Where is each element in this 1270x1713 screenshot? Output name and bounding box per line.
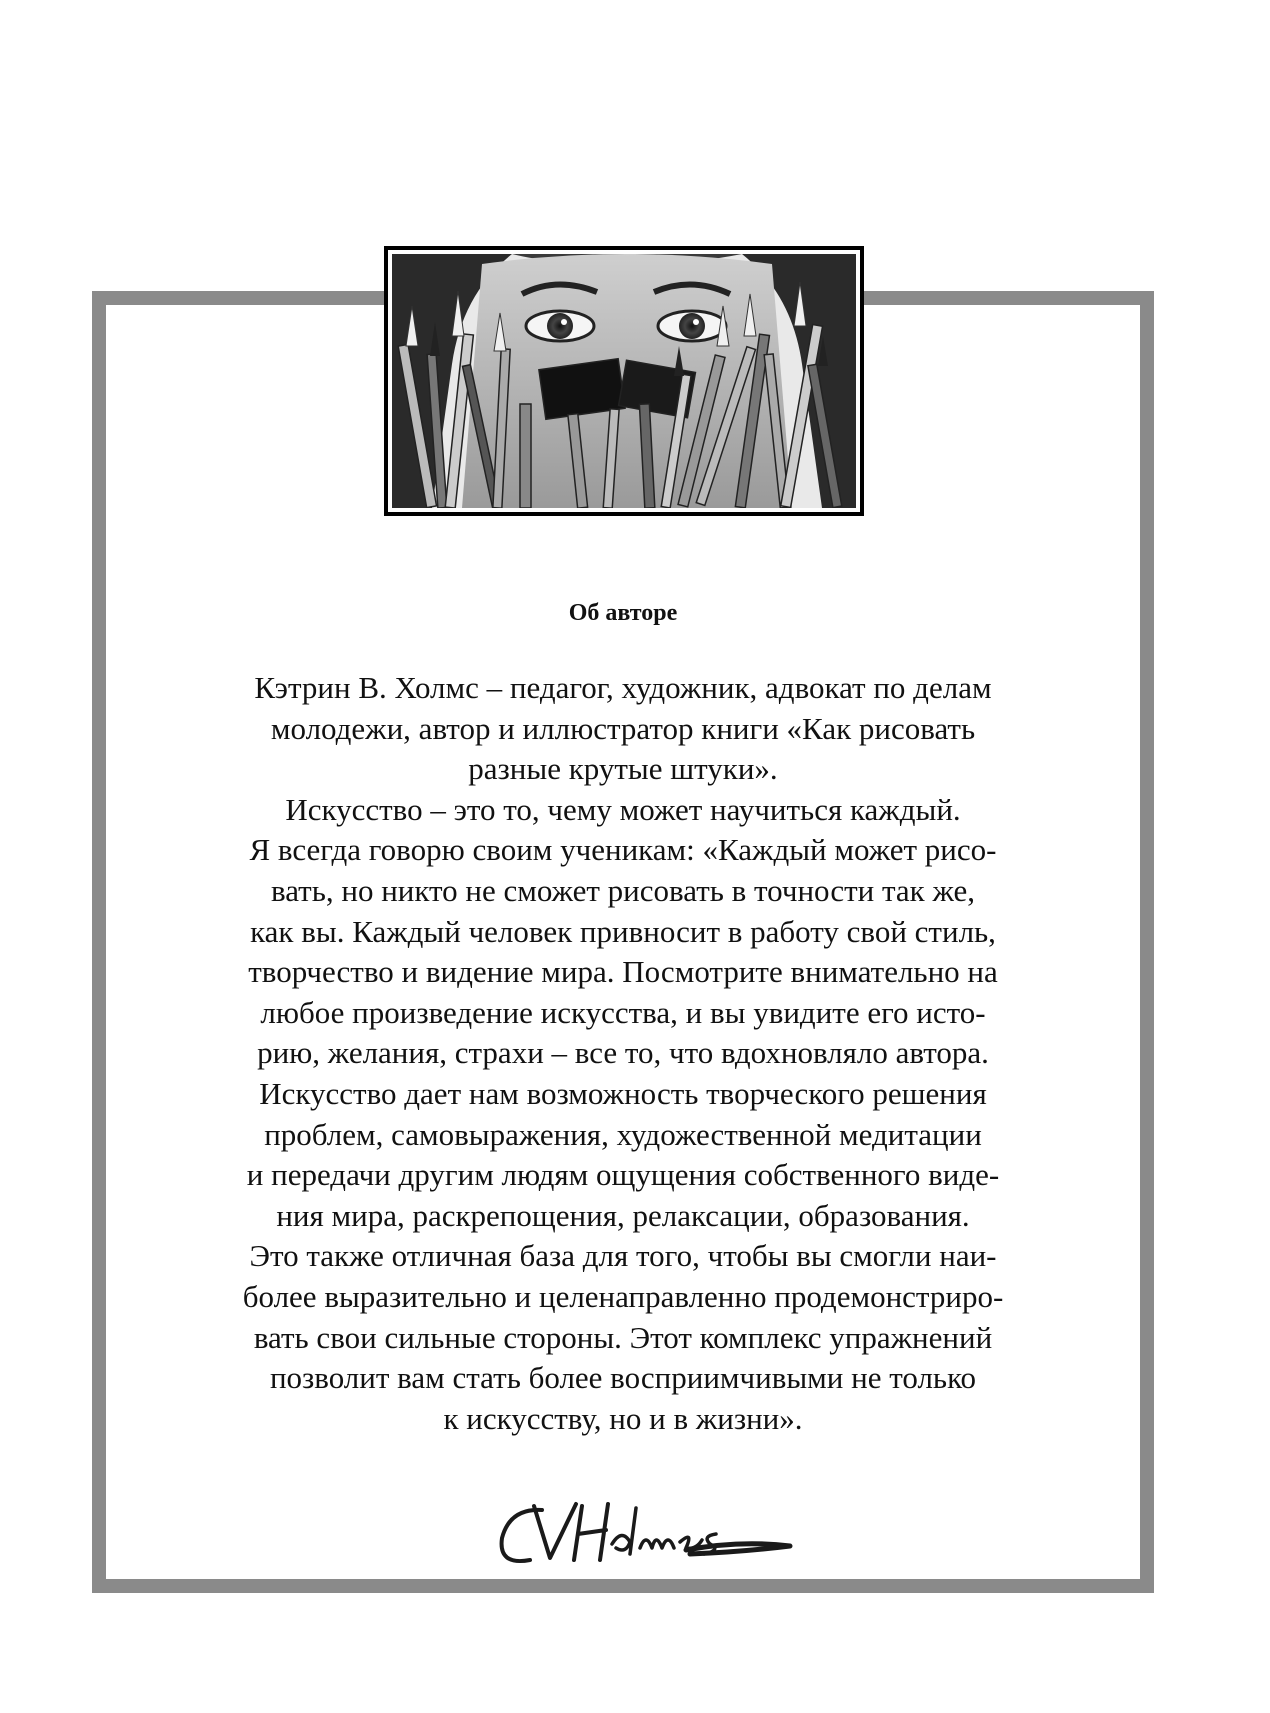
author-signature (490, 1488, 810, 1578)
bio-line: Это также отличная база для того, чтобы вы смогли наи- (249, 1238, 997, 1274)
bio-line: позволит вам стать более восприимчивыми не только (269, 1360, 977, 1396)
bio-line: вать, но никто не сможет рисовать в точности так же, (270, 872, 975, 908)
signature-drawing (490, 1488, 810, 1578)
bio-line: проблем, самовыражения, художественной медитации (264, 1116, 982, 1152)
bio-line: молодежи, автор и иллюстратор книги «Как рисовать (270, 710, 976, 746)
bio-line: как вы. Каждый человек привносит в работу свой стиль, (250, 913, 996, 949)
bio-line: рию, желания, страхи – все то, что вдохновляло автора. (257, 1035, 989, 1071)
bio-line: более выразительно и целенаправленно продемонстриро- (242, 1278, 1004, 1314)
bio-line: ния мира, раскрепощения, релаксации, образования. (276, 1197, 970, 1233)
bio-line: любое произведение искусства, и вы увидите его исто- (260, 994, 986, 1030)
bio-line: творчество и видение мира. Посмотрите внимательно на (248, 954, 998, 990)
author-bio (170, 668, 1076, 1439)
bio-line: и передачи другим людям ощущения собственного виде- (246, 1157, 1000, 1193)
bio-line: Искусство дает нам возможность творческого решения (259, 1075, 987, 1111)
section-heading: Об авторе (568, 600, 678, 626)
bio-line: вать свои сильные стороны. Этот комплекс упражнений (253, 1319, 993, 1355)
author-photo (384, 246, 864, 516)
bio-line: к искусству, но и в жизни». (443, 1400, 803, 1436)
bio-line: разные крутые штуки». (468, 751, 778, 787)
bio-line: Кэтрин В. Холмс – педагог, художник, адвокат по делам (254, 670, 992, 705)
bio-line: Я всегда говорю своим ученикам: «Каждый может рисо- (249, 832, 997, 868)
author-photo-image (392, 254, 856, 508)
bio-line: Искусство – это то, чему может научиться каждый. (285, 791, 961, 827)
